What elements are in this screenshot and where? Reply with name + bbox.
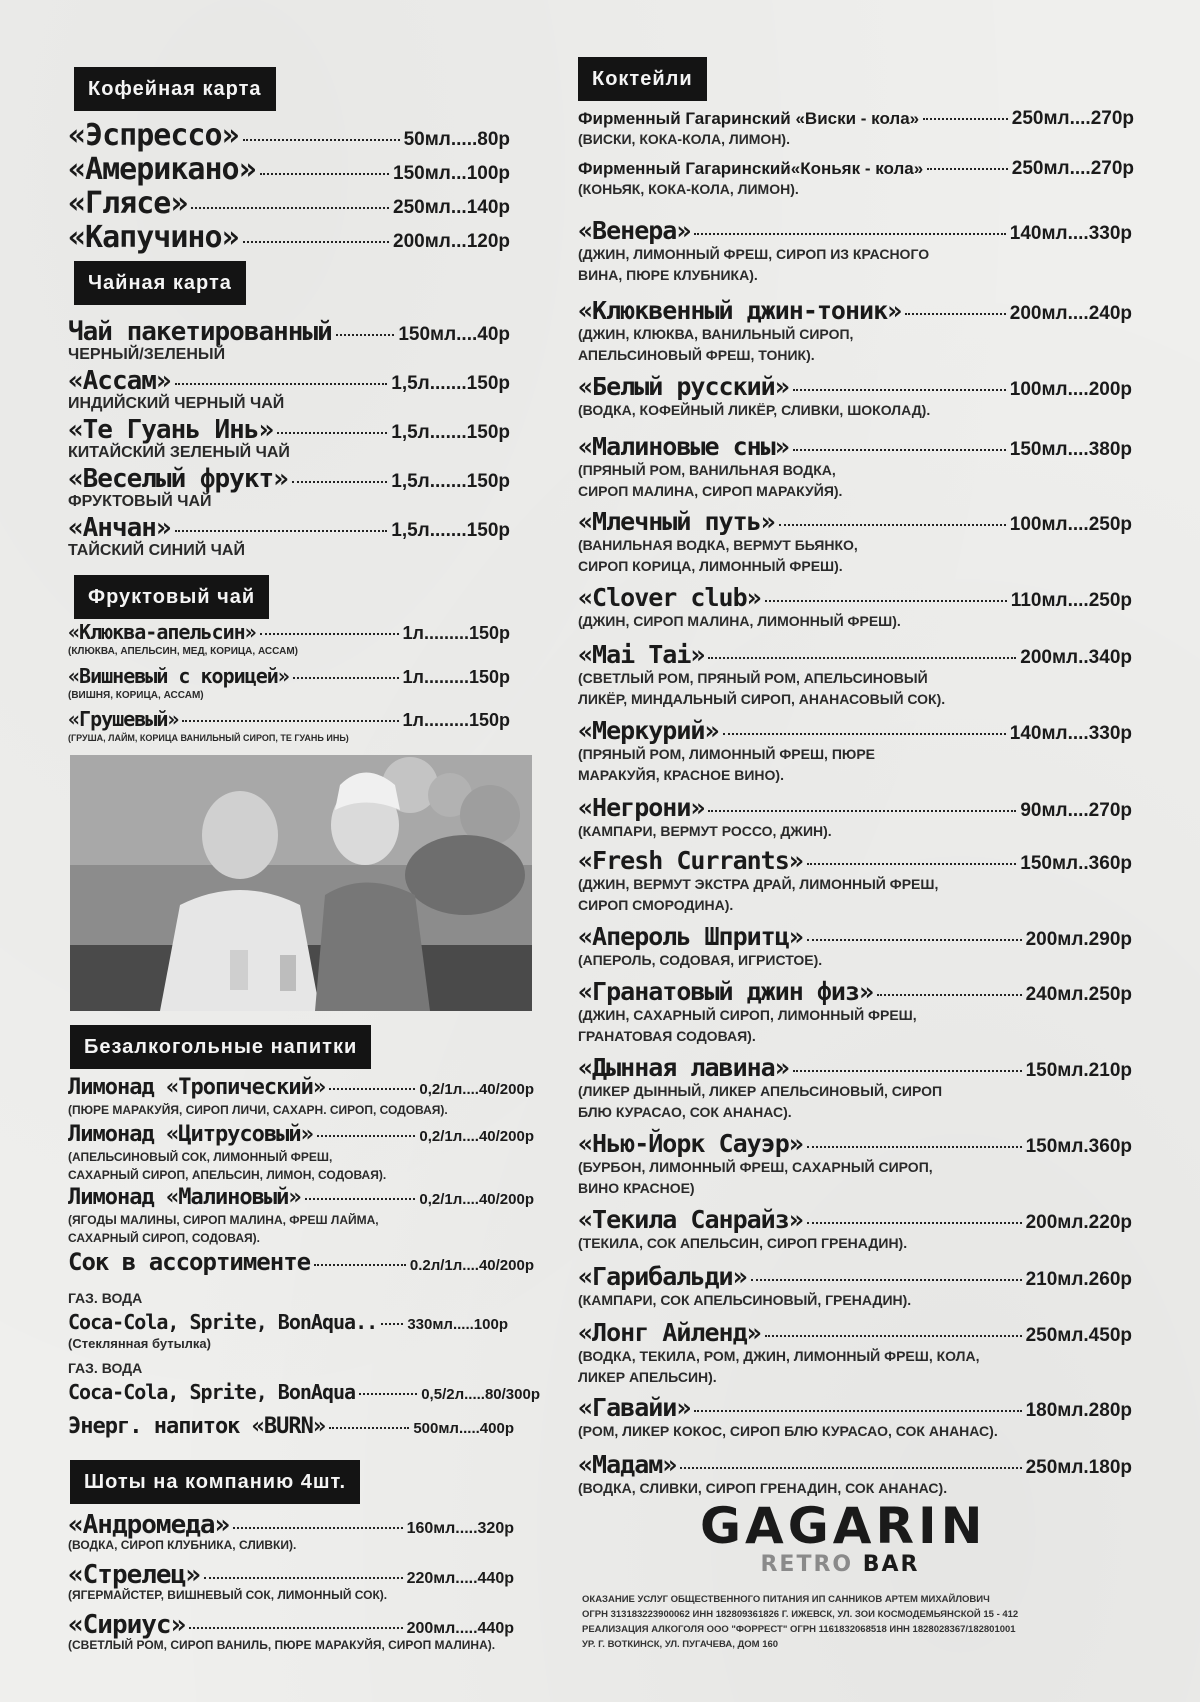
item-price: 200мл.220р bbox=[1025, 1212, 1132, 1233]
menu-item bbox=[578, 1129, 1132, 1158]
menu-item bbox=[68, 186, 510, 221]
item-name: «Mai Tai» bbox=[578, 640, 705, 669]
menu-item bbox=[68, 1560, 514, 1590]
item-desc-2: СИРОП МАЛИНА, СИРОП МАРАКУЙЯ). bbox=[578, 483, 843, 499]
item-name: «Млечный путь» bbox=[578, 507, 775, 536]
item-price: 0,2/1л....40/200р bbox=[419, 1081, 534, 1098]
item-name: «Белый русский» bbox=[578, 372, 789, 401]
item-name: «Меркурий» bbox=[578, 716, 719, 745]
item-price: 150мл....380р bbox=[1009, 439, 1132, 460]
item-name: «Малиновые сны» bbox=[578, 432, 789, 461]
item-name: Coca-Cola, Sprite, BonAqua.. bbox=[68, 1310, 378, 1334]
item-name: «Сириус» bbox=[68, 1610, 186, 1640]
menu-item bbox=[578, 1450, 1132, 1479]
item-desc: (ВОДКА, СИРОП КЛУБНИКА, СЛИВКИ). bbox=[68, 1538, 297, 1552]
item-price: 200мл...120р bbox=[393, 231, 510, 252]
shots-section-title: Шоты на компанию 4шт. bbox=[70, 1460, 360, 1504]
legal-line: ОКАЗАНИЕ УСЛУГ ОБЩЕСТВЕННОГО ПИТАНИЯ ИП САННИКОВ АРТЕМ МИХАЙЛОВИЧ bbox=[582, 1594, 990, 1605]
item-name: «Негрони» bbox=[578, 793, 705, 822]
item-price: 1л.........150р bbox=[402, 710, 510, 730]
menu-item bbox=[578, 793, 1132, 822]
item-desc-2: САХАРНЫЙ СИРОП, АПЕЛЬСИН, ЛИМОН, СОДОВАЯ). bbox=[68, 1168, 387, 1182]
item-desc-2: СИРОП КОРИЦА, ЛИМОННЫЙ ФРЕШ). bbox=[578, 558, 843, 574]
menu-item bbox=[578, 1053, 1132, 1082]
menu-item bbox=[68, 152, 510, 187]
item-price: 100мл....250р bbox=[1009, 514, 1132, 535]
item-desc: (СВЕТЛЫЙ РОМ, СИРОП ВАНИЛЬ, ПЮРЕ МАРАКУЙЯ, СИРОП МАЛИНА). bbox=[68, 1638, 496, 1652]
menu-item bbox=[578, 216, 1132, 245]
item-desc: (ТЕКИЛА, СОК АПЕЛЬСИН, СИРОП ГРЕНАДИН). bbox=[578, 1235, 908, 1251]
menu-item bbox=[578, 1393, 1132, 1422]
item-name: «Гавайи» bbox=[578, 1393, 691, 1422]
item-price: 1,5л.......150р bbox=[391, 422, 510, 443]
item-price: 0,2/1л....40/200р bbox=[419, 1191, 534, 1208]
item-name: «Веселый фрукт» bbox=[68, 464, 288, 494]
coffee-section-title: Кофейная карта bbox=[74, 67, 276, 111]
item-name: «Нью-Йорк Сауэр» bbox=[578, 1129, 803, 1158]
item-desc: (ВОДКА, ТЕКИЛА, РОМ, ДЖИН, ЛИМОННЫЙ ФРЕШ, КОЛА, bbox=[578, 1348, 980, 1364]
item-price: 200мл.290р bbox=[1025, 929, 1132, 950]
item-desc-2: ВИНО КРАСНОЕ) bbox=[578, 1180, 695, 1196]
brand-logo bbox=[700, 1497, 987, 1578]
item-price: 110мл....250р bbox=[1010, 590, 1132, 611]
item-price: 250мл...140р bbox=[393, 197, 510, 218]
item-desc: (ДЖИН, СИРОП МАЛИНА, ЛИМОННЫЙ ФРЕШ). bbox=[578, 613, 901, 629]
item-price: 500мл.....400р bbox=[413, 1420, 514, 1437]
photo-illustration bbox=[70, 755, 532, 1011]
item-desc: (АПЕЛЬСИНОВЫЙ СОК, ЛИМОННЫЙ ФРЕШ, bbox=[68, 1150, 333, 1164]
item-name: «Дынная лавина» bbox=[578, 1053, 789, 1082]
item-desc-2: ВИНА, ПЮРЕ КЛУБНИКА). bbox=[578, 267, 758, 283]
item-name: Лимонад «Тропический» bbox=[68, 1075, 326, 1100]
item-name: «Капучино» bbox=[68, 220, 239, 255]
item-price: 1л.........150р bbox=[402, 667, 510, 687]
item-name: Чай пакетированный bbox=[68, 317, 332, 347]
menu-item bbox=[68, 464, 510, 494]
menu-item bbox=[578, 977, 1132, 1006]
legal-info bbox=[582, 1592, 1142, 1652]
item-name: Фирменный Гагаринский«Коньяк - кола» bbox=[578, 159, 924, 178]
menu-item bbox=[578, 846, 1132, 875]
soft-drinks-section-title: Безалкогольные напитки bbox=[70, 1025, 371, 1069]
retro-film-photo bbox=[70, 755, 532, 1011]
item-price: 180мл.280р bbox=[1025, 1400, 1132, 1421]
menu-item bbox=[68, 1075, 534, 1100]
legal-line: ОГРН 313183223900062 ИНН 182809361826 Г. ИЖЕВСК, УЛ. ЗОИ КОСМОДЕМЬЯНСКОЙ 15 - 412 bbox=[582, 1609, 1019, 1620]
item-price: 210мл.260р bbox=[1025, 1269, 1132, 1290]
item-price: 200мл..340р bbox=[1020, 647, 1132, 668]
item-name: «Гарибальди» bbox=[578, 1262, 747, 1291]
item-pre: ГАЗ. ВОДА bbox=[68, 1290, 143, 1306]
item-price: 90мл....270р bbox=[1020, 800, 1132, 821]
item-price: 200мл.....440р bbox=[406, 1620, 514, 1637]
item-name: Фирменный Гагаринский «Виски - кола» bbox=[578, 109, 920, 128]
menu-item bbox=[68, 513, 510, 543]
item-name: «Клюква-апельсин» bbox=[68, 620, 256, 644]
item-desc: (ДЖИН, САХАРНЫЙ СИРОП, ЛИМОННЫЙ ФРЕШ, bbox=[578, 1007, 917, 1023]
item-price: 160мл.....320р bbox=[406, 1520, 514, 1537]
item-name: «Лонг Айленд» bbox=[578, 1318, 761, 1347]
item-desc: КИТАЙСКИЙ ЗЕЛЕНЫЙ ЧАЙ bbox=[68, 444, 290, 461]
item-name: «Текила Санрайз» bbox=[578, 1205, 803, 1234]
item-name: «Анчан» bbox=[68, 513, 171, 543]
item-name: Энерг. напиток «BURN» bbox=[68, 1414, 326, 1439]
item-price: 0.2л/1л....40/200р bbox=[409, 1257, 534, 1274]
menu-item bbox=[578, 296, 1132, 325]
item-pre: ГАЗ. ВОДА bbox=[68, 1360, 143, 1376]
menu-item bbox=[68, 707, 510, 731]
item-name: Coca-Cola, Sprite, BonAqua bbox=[68, 1380, 356, 1404]
item-name: «Fresh Currants» bbox=[578, 846, 803, 875]
brand-retro: RETRO bbox=[760, 1552, 854, 1577]
item-desc: (ЯГЕРМАЙСТЕР, ВИШНЕВЫЙ СОК, ЛИМОННЫЙ СОК). bbox=[68, 1588, 388, 1602]
menu-item bbox=[578, 922, 1132, 951]
menu-item bbox=[68, 1248, 534, 1276]
item-name: «Андромеда» bbox=[68, 1510, 230, 1540]
item-desc: (ДЖИН, ЛИМОННЫЙ ФРЕШ, СИРОП ИЗ КРАСНОГО bbox=[578, 246, 930, 262]
item-price: 240мл.250р bbox=[1025, 984, 1132, 1005]
item-price: 150мл..360р bbox=[1020, 853, 1132, 874]
item-price: 150мл.360р bbox=[1025, 1136, 1132, 1157]
item-name: «Clover club» bbox=[578, 583, 761, 612]
item-price: 150мл.210р bbox=[1025, 1060, 1132, 1081]
item-desc-2: СИРОП СМОРОДИНА). bbox=[578, 897, 734, 913]
item-price: 330мл.....100р bbox=[407, 1316, 508, 1333]
item-price: 0,5/2л.....80/300р bbox=[421, 1386, 540, 1403]
menu-item bbox=[578, 372, 1132, 401]
item-desc: (БУРБОН, ЛИМОННЫЙ ФРЕШ, САХАРНЫЙ СИРОП, bbox=[578, 1159, 933, 1175]
item-price: 150мл...100р bbox=[393, 163, 510, 184]
item-price: 250мл.450р bbox=[1025, 1325, 1132, 1346]
menu-item bbox=[68, 620, 510, 644]
menu-item bbox=[578, 507, 1132, 536]
menu-item bbox=[578, 1318, 1132, 1347]
item-price: 1л.........150р bbox=[402, 623, 510, 643]
menu-item bbox=[68, 1380, 540, 1404]
legal-line: УР. Г. ВОТКИНСК, УЛ. ПУГАЧЕВА, ДОМ 160 bbox=[582, 1639, 779, 1650]
item-name: «Апероль Шпритц» bbox=[578, 922, 803, 951]
item-desc-2: ГРАНАТОВАЯ СОДОВАЯ). bbox=[578, 1028, 756, 1044]
menu-item bbox=[578, 640, 1132, 669]
item-name: «Глясе» bbox=[68, 186, 188, 221]
item-desc: (КАМПАРИ, СОК АПЕЛЬСИНОВЫЙ, ГРЕНАДИН). bbox=[578, 1292, 912, 1308]
item-desc: ФРУКТОВЫЙ ЧАЙ bbox=[68, 493, 212, 510]
item-desc: (КОНЬЯК, КОКА-КОЛА, ЛИМОН). bbox=[578, 181, 799, 197]
tea-section-title: Чайная карта bbox=[74, 261, 246, 305]
item-desc-2: ЛИКЕР АПЕЛЬСИН). bbox=[578, 1369, 717, 1385]
menu-item bbox=[578, 1262, 1132, 1291]
item-desc: (ВИСКИ, КОКА-КОЛА, ЛИМОН). bbox=[578, 131, 790, 147]
item-desc: (ЯГОДЫ МАЛИНЫ, СИРОП МАЛИНА, ФРЕШ ЛАЙМА, bbox=[68, 1213, 379, 1227]
brand-name: GAGARIN bbox=[700, 1497, 987, 1555]
item-price: 140мл....330р bbox=[1009, 223, 1132, 244]
menu-item bbox=[68, 1310, 508, 1334]
item-name: Лимонад «Малиновый» bbox=[68, 1185, 301, 1210]
item-desc: (ВОДКА, СЛИВКИ, СИРОП ГРЕНАДИН, СОК АНАНАС). bbox=[578, 1480, 948, 1496]
menu-item bbox=[68, 1414, 514, 1439]
item-price: 250мл.180р bbox=[1025, 1457, 1132, 1478]
item-desc: (РОМ, ЛИКЕР КОКОС, СИРОП БЛЮ КУРАСАО, СОК АНАНАС). bbox=[578, 1423, 998, 1439]
menu-item bbox=[68, 366, 510, 396]
menu-item bbox=[68, 415, 510, 445]
item-name: «Американо» bbox=[68, 152, 256, 187]
item-price: 1,5л.......150р bbox=[391, 520, 510, 541]
menu-item bbox=[578, 432, 1132, 461]
item-desc: (ДЖИН, ВЕРМУТ ЭКСТРА ДРАЙ, ЛИМОННЫЙ ФРЕШ, bbox=[578, 876, 939, 892]
item-name: «Грушевый» bbox=[68, 707, 179, 731]
item-price: 150мл....40р bbox=[398, 324, 510, 345]
item-desc: (ГРУША, ЛАЙМ, КОРИЦА ВАНИЛЬНЫЙ СИРОП, ТЕ ГУАНЬ ИНЬ) bbox=[68, 733, 349, 743]
item-desc: ИНДИЙСКИЙ ЧЕРНЫЙ ЧАЙ bbox=[68, 395, 285, 412]
item-price: 100мл....200р bbox=[1009, 379, 1132, 400]
item-price: 0,2/1л....40/200р bbox=[419, 1128, 534, 1145]
item-name: «Эспрессо» bbox=[68, 118, 239, 153]
item-desc-2: АПЕЛЬСИНОВЫЙ ФРЕШ, ТОНИК). bbox=[578, 347, 815, 363]
menu-item bbox=[68, 664, 510, 688]
menu-item bbox=[68, 1122, 534, 1147]
menu-item bbox=[578, 1205, 1132, 1234]
item-name: «Гранатовый джин физ» bbox=[578, 977, 874, 1006]
item-price: 250мл....270р bbox=[1011, 108, 1134, 129]
menu-item bbox=[578, 716, 1132, 745]
item-desc: (КЛЮКВА, АПЕЛЬСИН, МЕД, КОРИЦА, АССАМ) bbox=[68, 646, 299, 657]
menu-item bbox=[68, 118, 510, 153]
item-name: «Мадам» bbox=[578, 1450, 677, 1479]
item-desc: (ПРЯНЫЙ РОМ, ЛИМОННЫЙ ФРЕШ, ПЮРЕ bbox=[578, 746, 875, 762]
brand-bar: BAR bbox=[862, 1552, 920, 1577]
item-desc-2: БЛЮ КУРАСАО, СОК АНАНАС). bbox=[578, 1104, 792, 1120]
item-price: 140мл....330р bbox=[1009, 723, 1132, 744]
item-price: 1,5л.......150р bbox=[391, 373, 510, 394]
item-name: Лимонад «Цитрусовый» bbox=[68, 1122, 313, 1147]
item-name: «Ассам» bbox=[68, 366, 171, 396]
item-name: «Те Гуань Инь» bbox=[68, 415, 274, 445]
item-desc: (СВЕТЛЫЙ РОМ, ПРЯНЫЙ РОМ, АПЕЛЬСИНОВЫЙ bbox=[578, 670, 928, 686]
cocktails-section-title: Коктейли bbox=[578, 57, 707, 101]
item-desc: (ПЮРЕ МАРАКУЙЯ, СИРОП ЛИЧИ, САХАРН. СИРОП, СОДОВАЯ). bbox=[68, 1103, 448, 1117]
item-price: 220мл.....440р bbox=[406, 1570, 514, 1587]
item-desc: (АПЕРОЛЬ, СОДОВАЯ, ИГРИСТОЕ). bbox=[578, 952, 823, 968]
item-desc: (ПРЯНЫЙ РОМ, ВАНИЛЬНАЯ ВОДКА, bbox=[578, 462, 836, 478]
item-desc-2: МАРАКУЙЯ, КРАСНОЕ ВИНО). bbox=[578, 767, 784, 783]
item-name: «Клюквенный джин-тоник» bbox=[578, 296, 902, 325]
item-desc-2: САХАРНЫЙ СИРОП, СОДОВАЯ). bbox=[68, 1231, 260, 1245]
item-name: «Стрелец» bbox=[68, 1560, 200, 1590]
item-desc: ЧЕРНЫЙ/ЗЕЛЕНЫЙ bbox=[68, 346, 226, 363]
item-price: 1,5л.......150р bbox=[391, 471, 510, 492]
item-desc: (Стеклянная бутылка) bbox=[68, 1336, 211, 1351]
item-desc: (ВИШНЯ, КОРИЦА, АССАМ) bbox=[68, 690, 204, 701]
item-desc: (ВАНИЛЬНАЯ ВОДКА, ВЕРМУТ БЬЯНКО, bbox=[578, 537, 858, 553]
menu-item bbox=[578, 108, 1134, 130]
item-desc: ТАЙСКИЙ СИНИЙ ЧАЙ bbox=[68, 542, 245, 559]
item-price: 50мл.....80р bbox=[403, 129, 510, 150]
legal-line: РЕАЛИЗАЦИЯ АЛКОГОЛЯ ООО "ФОРРЕСТ" ОГРН 1161832068518 ИНН 1828028367/182801001 bbox=[582, 1624, 1016, 1635]
menu-item bbox=[578, 158, 1134, 180]
menu-item bbox=[68, 1510, 514, 1540]
item-desc: (КАМПАРИ, ВЕРМУТ РОССО, ДЖИН). bbox=[578, 823, 832, 839]
menu-item bbox=[68, 317, 510, 347]
item-name: «Вишневый с корицей» bbox=[68, 664, 289, 688]
item-desc: (ЛИКЕР ДЫННЫЙ, ЛИКЕР АПЕЛЬСИНОВЫЙ, СИРОП bbox=[578, 1083, 943, 1099]
menu-item bbox=[68, 1185, 534, 1210]
brand-subtitle bbox=[700, 1552, 980, 1578]
item-price: 250мл....270р bbox=[1011, 158, 1134, 179]
item-desc: (ДЖИН, КЛЮКВА, ВАНИЛЬНЫЙ СИРОП, bbox=[578, 326, 854, 342]
item-price: 200мл....240р bbox=[1009, 303, 1132, 324]
item-name: Сок в ассортименте bbox=[68, 1248, 311, 1276]
item-desc: (ВОДКА, КОФЕЙНЫЙ ЛИКЁР, СЛИВКИ, ШОКОЛАД). bbox=[578, 402, 931, 418]
item-desc-2: ЛИКЁР, МИНДАЛЬНЫЙ СИРОП, АНАНАСОВЫЙ СОК). bbox=[578, 691, 946, 707]
fruit-tea-section-title: Фруктовый чай bbox=[74, 575, 269, 619]
menu-item bbox=[578, 583, 1132, 612]
menu-item bbox=[68, 1610, 514, 1640]
item-name: «Венера» bbox=[578, 216, 691, 245]
menu-item bbox=[68, 220, 510, 255]
